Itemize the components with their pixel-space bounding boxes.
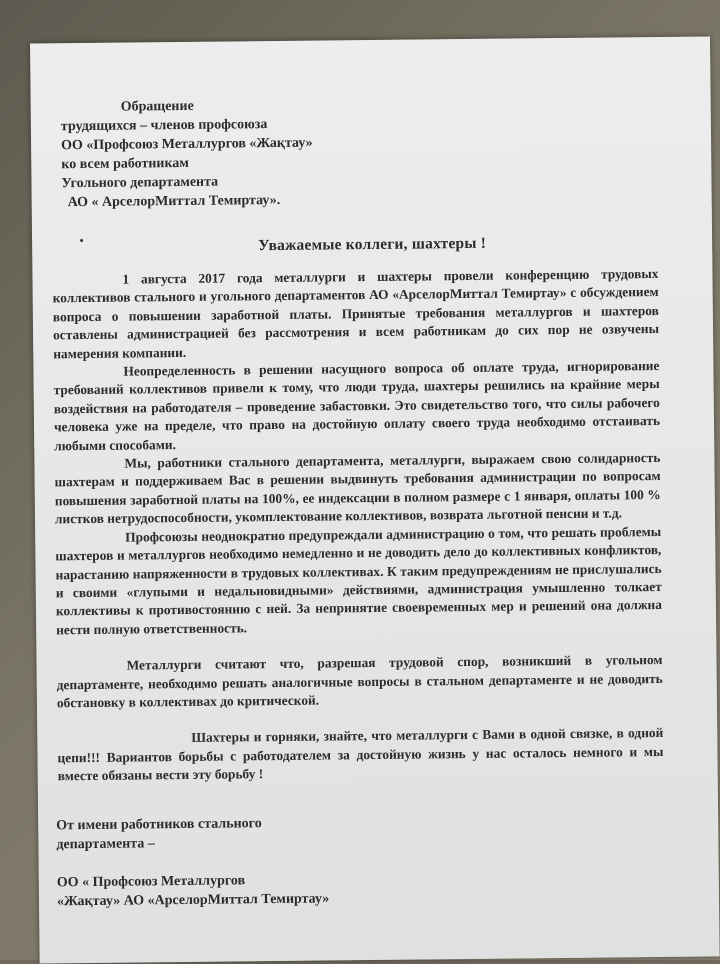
body-paragraph-2: Неопределенность в решении насущного вопроса об оплате труда, игнорирование требований коллективов привели к тому, что люди труда, шахтеры решились на крайние меры воздействия на работодателя – проведение забастовки. Это свидетельство того, что силы рабочего человека уже на пределе, что право на достойную оплату своего труда необходимо отстаивать любыми способами. (53, 358, 661, 453)
header-line-company: АО « АрселорМиттал Темиртау». (67, 192, 281, 211)
signature-line-3: ОО « Профсоюз Металлургов (56, 873, 246, 891)
header-title: Обращение (120, 98, 194, 115)
signature-line-4: «Жақтау» АО «АрселорМиттал Темиртау» (56, 891, 330, 910)
header-line-senders: трудящихся – членов профсоюза (60, 117, 268, 135)
letter-body (52, 265, 663, 786)
address-header (61, 94, 442, 212)
signature-line-2: департамента – (56, 836, 155, 853)
salutation-heading: Уважаемые коллеги, шахтеры ! (258, 234, 487, 255)
body-paragraph-5: Металлурги считают что, разрешая трудовой спор, возникший в угольном департаменте, необходимо решать аналогичные вопросы в стальном департаменте и не доводить обстановку в коллективах до критической. (56, 652, 663, 711)
body-paragraph-6: Шахтеры и горняки, знайте, что металлурги с Вами в одной связке, в одной цепи!!! Вариантов борьбы с работодателем за достойную жизнь у нас осталось немного и мы вместе обязаны вести эту борьбу ! (57, 725, 664, 784)
header-line-department: Угольного департамента (61, 174, 219, 192)
body-paragraph-4: Профсоюзы неоднократно предупреждали администрацию о том, что решать проблемы шахтеров и металлургов необходимо немедленно и не доводить дело до коллективных конфликтов, нарастанию напряженности в трудовых коллективах. К таким предупреждениям не прислушались и своими «глупыми и недальновидными» действиями, администрация умышленно толкает коллективы к противостоянию с ней. За непринятие своевременных мер и решений она должна нести полную ответственность. (55, 523, 663, 638)
signature-line-1: От имени работников стального (56, 816, 262, 834)
header-line-union: ОО «Профсоюз Металлургов «Жақтау» (61, 135, 313, 154)
body-paragraph-1: 1 августа 2017 года металлурги и шахтеры провели конференцию трудовых коллективов стального и угольного департаментов АО «АрселорМиттал Темиртау» с обсуждением вопроса о повышении заработной платы. Принятые требования металлургов и шахтеров оставлены администрацией без рассмотрения и всем работникам до сих пор не озвучены намерения компании. (52, 265, 660, 361)
header-line-recipients: ко всем работникам (61, 155, 189, 173)
paper-sheet (30, 36, 720, 963)
body-paragraph-3: Мы, работники стального департамента, металлурги, выражаем свою солидарность шахтерам и поддерживаем Вас в решении выдвинуть требования администрации по вопросам повышения заработной платы на 100%, ее индексации в полном размере с 1 января, оплаты 100 % листков нетрудоспособности, укомплектование коллективов, возврата льготной пенсии и т.д. (54, 450, 661, 527)
signature-block (56, 813, 417, 912)
